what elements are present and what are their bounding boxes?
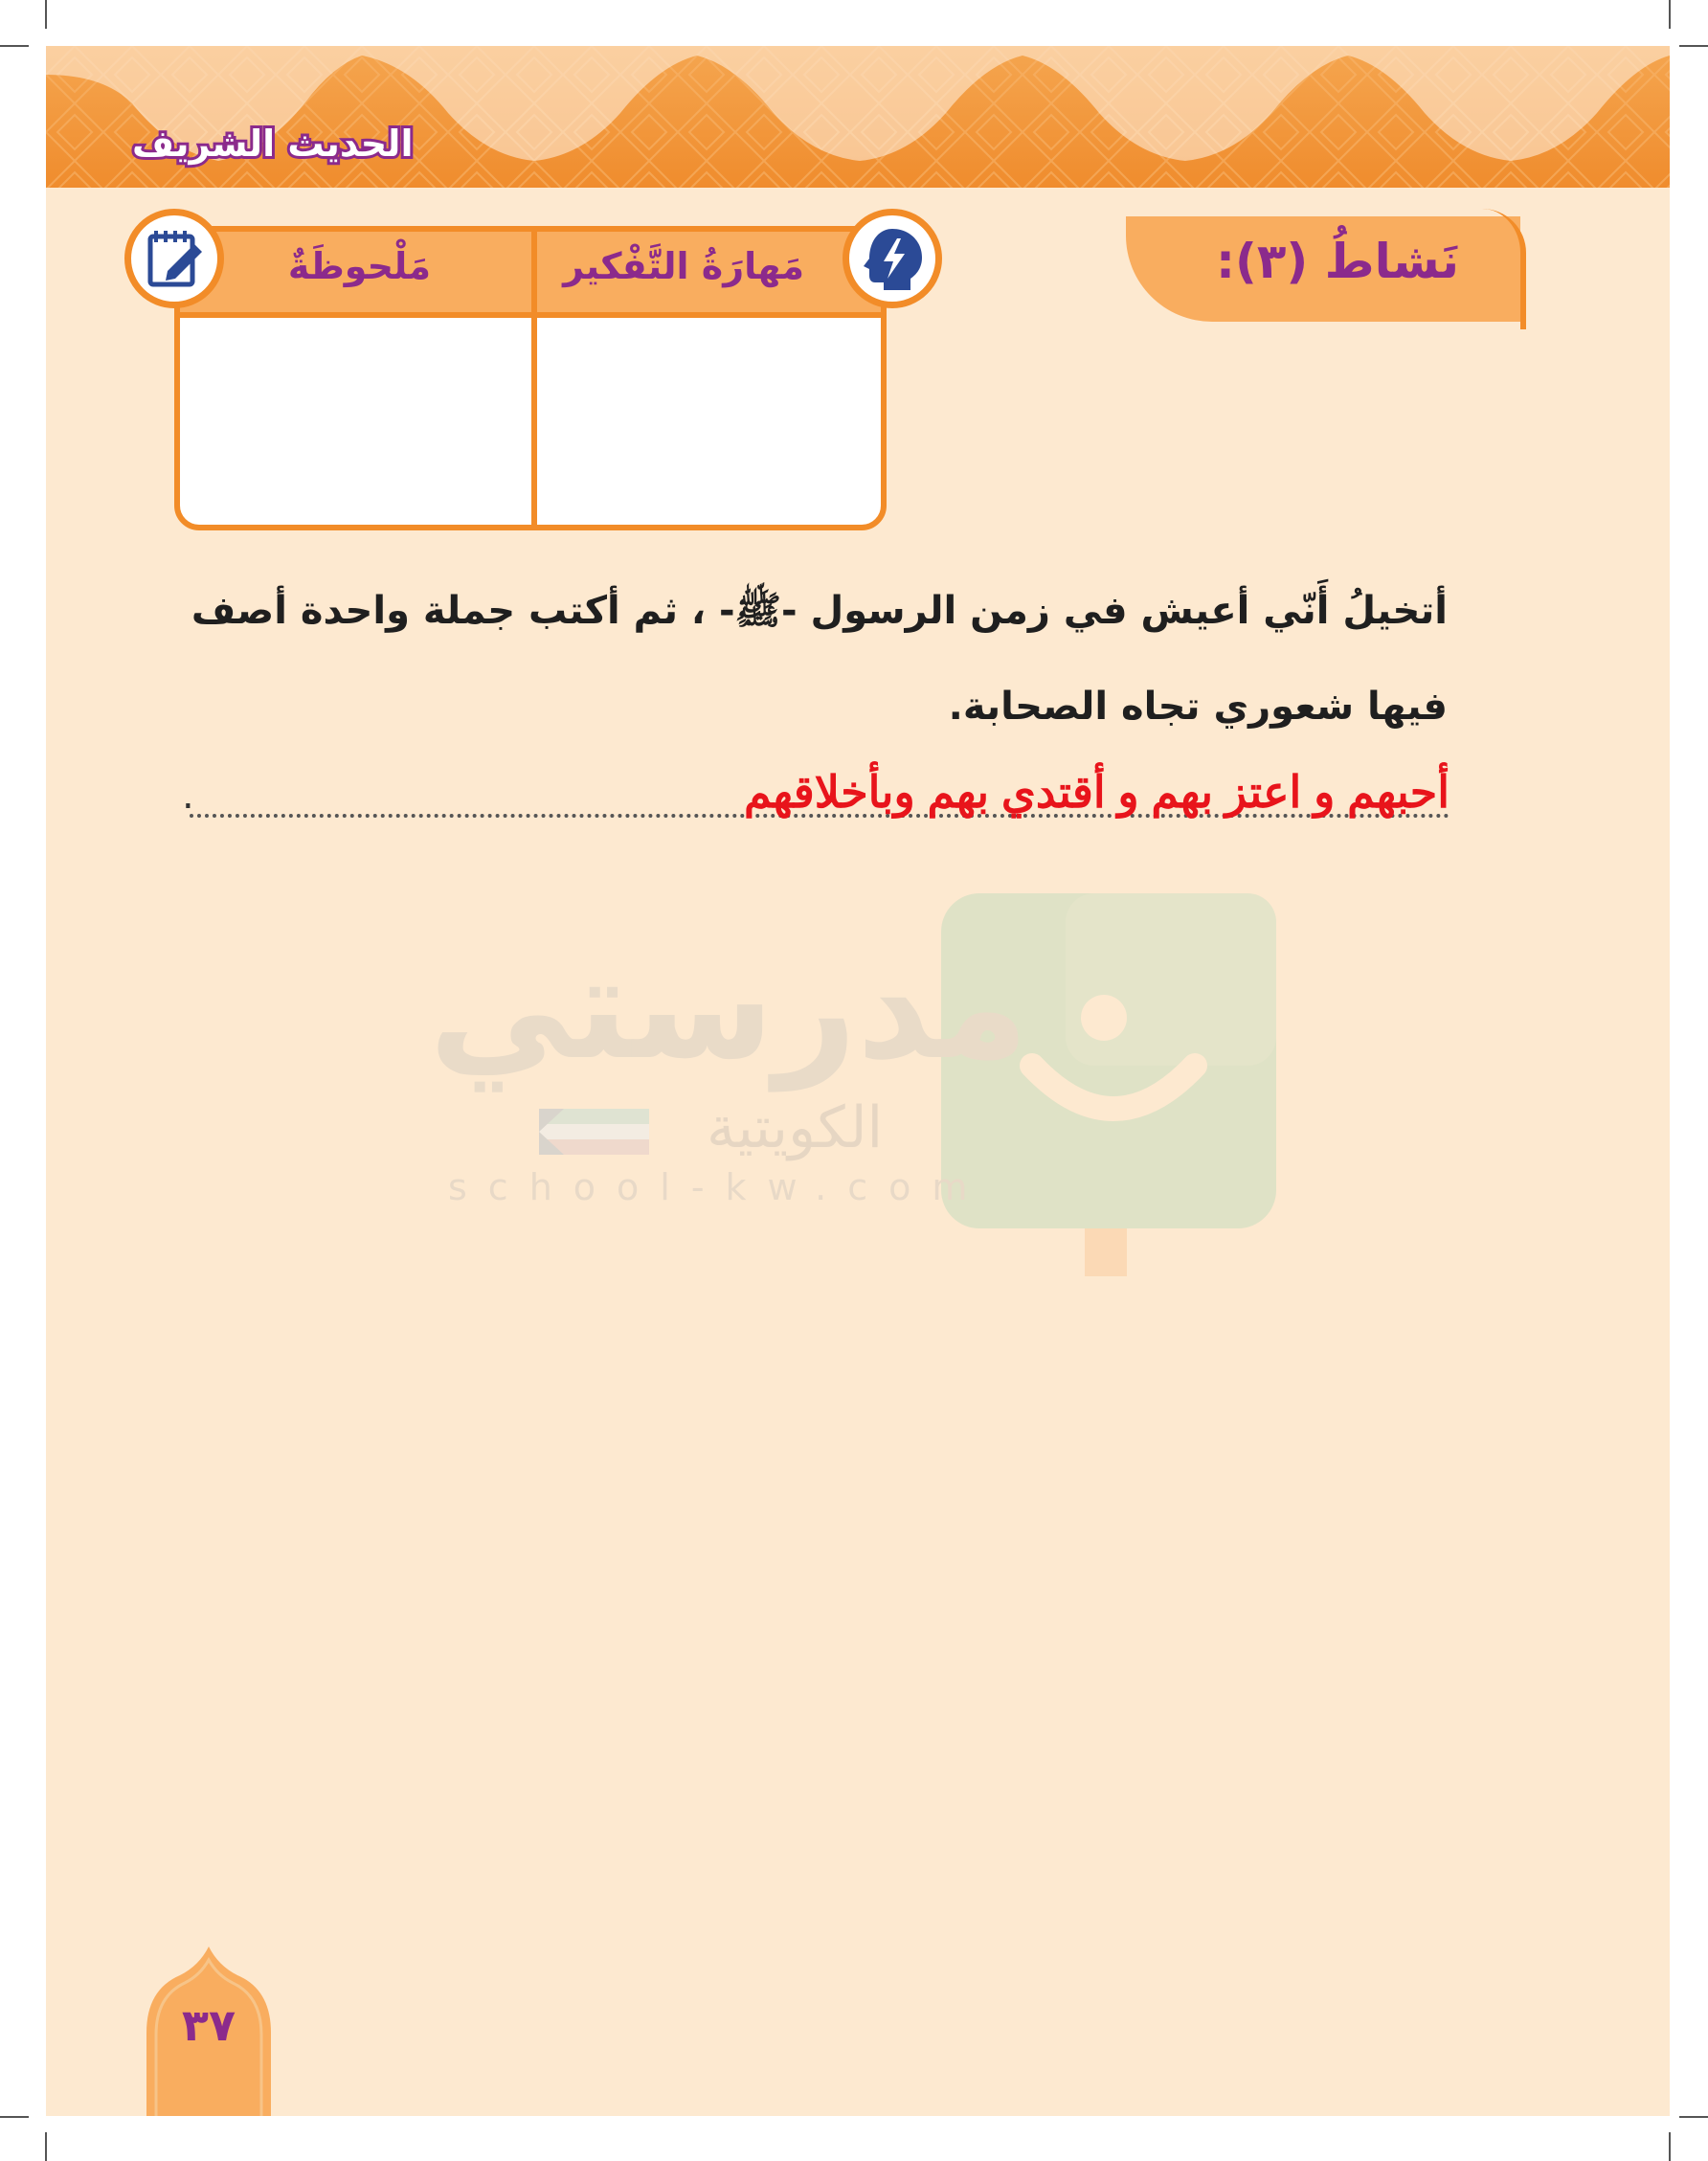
answer-text: أحبهم و اعتز بهم و أقتدي بهم وبأخلاقهم bbox=[743, 767, 1450, 817]
crop-mark bbox=[1669, 0, 1671, 29]
crop-mark bbox=[0, 2116, 29, 2118]
crop-mark bbox=[45, 2132, 47, 2161]
workbook-page bbox=[46, 46, 1670, 2116]
thinking-brain-icon bbox=[843, 209, 942, 308]
note-pencil-icon bbox=[124, 209, 224, 308]
note-header: مَلْحوظَةٌ bbox=[287, 245, 431, 287]
page-number: ٣٧ bbox=[181, 1999, 236, 2051]
thinking-skill-cell[interactable] bbox=[536, 318, 881, 519]
answer-end-mark: . bbox=[182, 774, 194, 818]
crop-mark bbox=[1679, 45, 1708, 47]
skills-table bbox=[174, 226, 887, 530]
note-cell[interactable] bbox=[180, 318, 525, 519]
thinking-skill-header: مَهارَةُ التَّفْكير bbox=[563, 245, 804, 287]
crop-mark bbox=[1669, 2132, 1671, 2161]
activity-label: نَشاطُ (٣): bbox=[1215, 234, 1459, 289]
answer-line[interactable] bbox=[182, 766, 1450, 818]
watermark-subtitle: الكويتية bbox=[707, 1094, 884, 1161]
section-title: الحديث الشريف bbox=[132, 123, 414, 165]
crop-mark bbox=[45, 0, 47, 29]
crop-mark bbox=[1679, 2116, 1708, 2118]
crop-mark bbox=[0, 45, 29, 47]
watermark-flag-icon bbox=[539, 1109, 649, 1155]
question-text: أتخيلُ أَنّي أعيش في زمن الرسول -ﷺ- ، ثم أكتب جملة واحدة أصف فيها شعوري تجاه الصحابة. bbox=[191, 589, 1448, 729]
watermark-name: مدرستي bbox=[429, 925, 1029, 1092]
watermark-url: school-kw.com bbox=[448, 1166, 989, 1208]
activity-tab bbox=[1126, 216, 1520, 322]
